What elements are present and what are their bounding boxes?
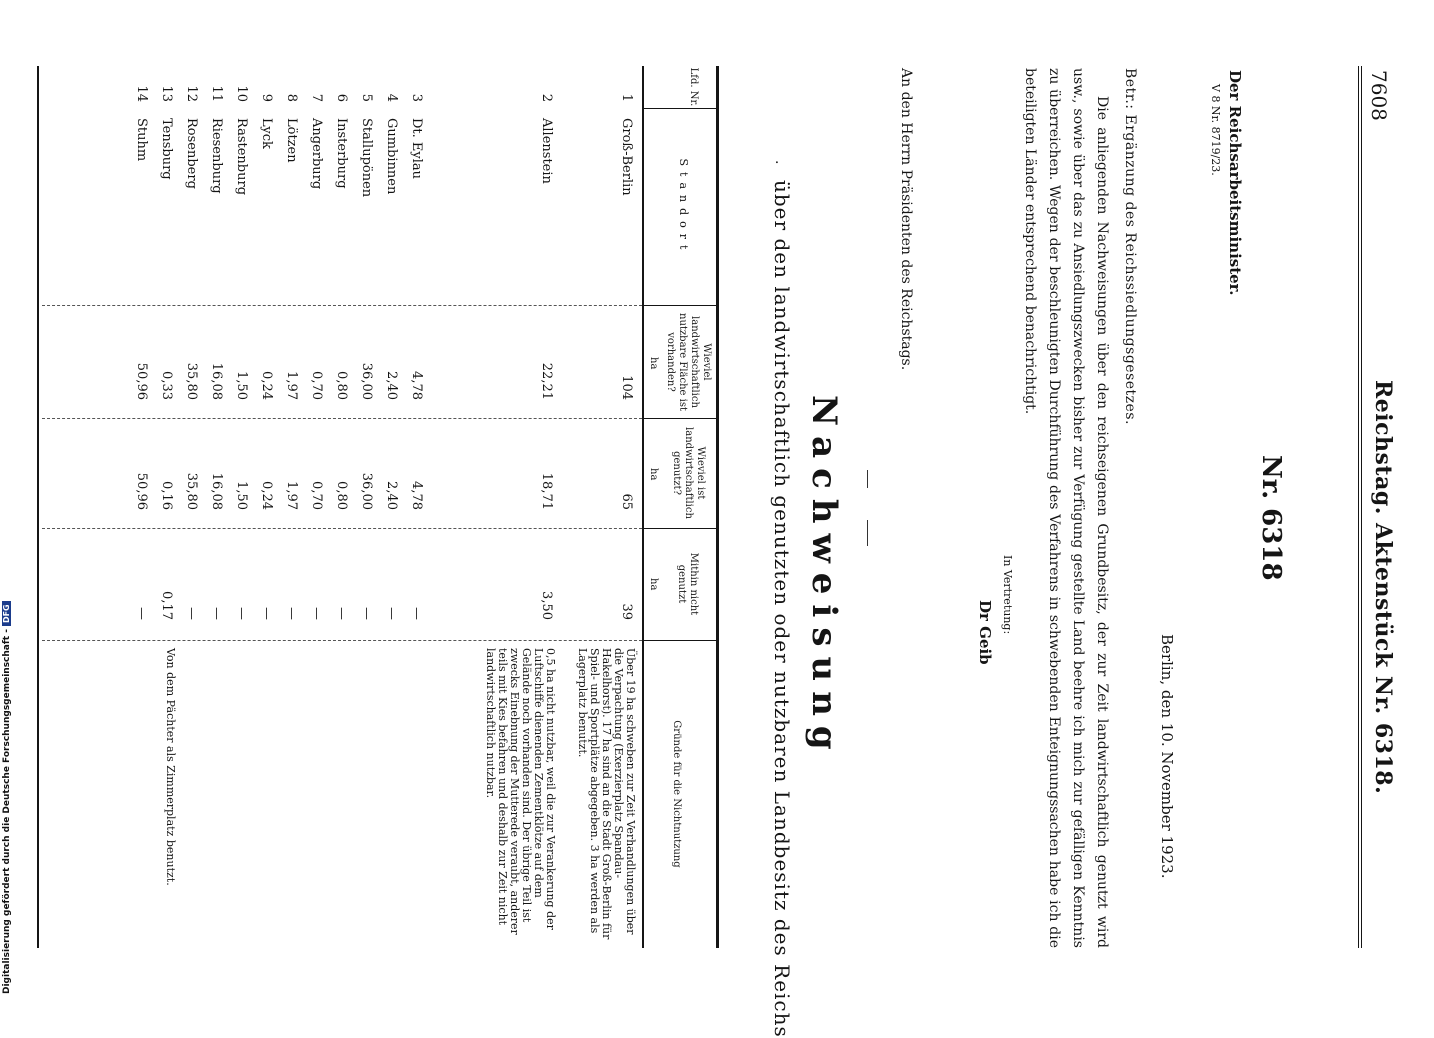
row-genutzt: 4,78 [409, 481, 424, 510]
row-number: 4 [384, 93, 399, 102]
row-genutzt: 1,97 [284, 481, 299, 510]
row-number: 10 [234, 85, 249, 102]
page-header-title: Reichstag. Aktenstück Nr. 6318. [1370, 380, 1396, 795]
row-vorhanden: 16,08 [209, 362, 224, 400]
row-standort: Stuhm [134, 118, 149, 162]
row-standort: Gumbinnen [384, 118, 399, 195]
row-nicht-genutzt: — [409, 607, 424, 620]
sender-reference: V 8 Nr. 8719/23. [1209, 84, 1222, 176]
row-standort: Lötzen [284, 118, 299, 163]
column-divider [42, 528, 642, 529]
column-divider [644, 305, 719, 306]
table-bottom-rule [37, 66, 39, 948]
table-top-rule [716, 66, 719, 948]
row-standort: Groß-Berlin [619, 118, 634, 196]
row-vorhanden: 36,00 [359, 362, 374, 400]
table-header-rule [642, 66, 644, 948]
row-vorhanden: 0,24 [259, 371, 274, 400]
row-vorhanden: 1,50 [234, 371, 249, 400]
row-number: 2 [539, 93, 554, 102]
sender-name: Der Reichsarbeitsminister. [1226, 70, 1244, 296]
column-divider [42, 305, 642, 306]
digitization-note-text: Digitalisierung gefördert durch die Deutsche Forschungsgemeinschaft - [2, 629, 12, 994]
row-vorhanden: 50,96 [134, 362, 149, 400]
row-vorhanden: 4,78 [409, 371, 424, 400]
column-divider [644, 108, 719, 109]
row-standort: Dt. Eylau [409, 118, 424, 180]
nachweisung-dot: · [768, 160, 784, 165]
row-number: 9 [259, 93, 274, 102]
row-reason: Von dem Pächter als Zimmerplatz benutzt. [164, 648, 177, 886]
row-nicht-genutzt: — [384, 607, 399, 620]
row-standort: Stallupönen [359, 118, 374, 198]
row-nicht-genutzt: — [334, 607, 349, 620]
row-reason: Über 19 ha schweben zur Zeit Verhandlungen über die Verpachtung (Exerzierplatz Spandau-Hakelhorst). 17 ha sind an die Stadt Groß-Berlin für Spiel- und Sportplätze abgegeben. 3 ha werden als Lagerplatz benutzt. [576, 648, 637, 940]
signature-prefix: In Vertretung: [1001, 555, 1014, 635]
row-genutzt: 18,71 [539, 472, 554, 510]
subject-line: Betr.: Ergänzung des Reichssiedlungsgesetzes. [1122, 68, 1138, 425]
letter-body: Die anliegenden Nachweisungen über den reichseigenen Grundbesitz, der zur Zeit landwirtschaftlich genutzt wird usw., sowie über das zu Ansiedlungszwecken bisher zur Verfügung gestellte Land beehre ich mich zur gefälligen Kenntnis zu überreichen. Wegen der beschleunigten Durchführung des Verfahrens in schwebenden Enteignungssachen habe ich die beteiligten Länder entsprechend benachrichtigt. [1022, 68, 1110, 948]
separator-line [867, 520, 868, 546]
row-number: 8 [284, 93, 299, 102]
row-standort: Lyck [259, 118, 274, 149]
row-nicht-genutzt: 39 [619, 603, 634, 620]
row-genutzt: 1,50 [234, 481, 249, 510]
column-divider [644, 528, 719, 529]
row-vorhanden: 0,33 [159, 371, 174, 400]
row-number: 6 [334, 93, 349, 102]
nachweisung-title: Nachweisung [804, 395, 844, 760]
row-standort: Rastenburg [234, 118, 249, 196]
header-genutzt: Wieviel ist landwirtschaftlich genutzt? [671, 427, 706, 519]
unit-label: ha [648, 357, 659, 370]
page-number: 7608 [1367, 70, 1391, 121]
row-number: 5 [359, 93, 374, 102]
row-standort: Allenstein [539, 118, 554, 184]
row-genutzt: 36,00 [359, 472, 374, 510]
header-vorhanden: Wieviel landwirtschaftlich nutzbare Fläche ist vorhanden? [665, 313, 712, 411]
row-vorhanden: 1,97 [284, 371, 299, 400]
row-vorhanden: 0,80 [334, 371, 349, 400]
dfg-logo: DFG [2, 601, 11, 626]
header-nicht-genutzt: Mithin nicht genutzt [676, 552, 699, 616]
row-vorhanden: 104 [619, 375, 634, 400]
row-nicht-genutzt: — [309, 607, 324, 620]
row-standort: Tensburg [159, 118, 174, 180]
row-number: 7 [309, 93, 324, 102]
row-vorhanden: 22,21 [539, 362, 554, 400]
header-rule [1358, 66, 1362, 948]
addressee: An den Herrn Präsidenten des Reichstags. [898, 68, 914, 371]
row-nicht-genutzt: 0,17 [159, 591, 174, 620]
row-number: 12 [184, 85, 199, 102]
column-divider [42, 640, 642, 641]
digitization-note [2, 601, 12, 994]
row-vorhanden: 0,70 [309, 371, 324, 400]
row-number: 11 [209, 85, 224, 102]
row-nicht-genutzt: — [209, 607, 224, 620]
row-genutzt: 0,70 [309, 481, 324, 510]
row-nicht-genutzt: — [259, 607, 274, 620]
row-genutzt: 2,40 [384, 481, 399, 510]
row-nicht-genutzt: — [234, 607, 249, 620]
row-nicht-genutzt: — [184, 607, 199, 620]
unit-label: ha [648, 468, 659, 481]
row-vorhanden: 2,40 [384, 371, 399, 400]
row-number: 14 [134, 85, 149, 102]
row-genutzt: 0,24 [259, 481, 274, 510]
row-nicht-genutzt: — [359, 607, 374, 620]
column-divider [644, 418, 719, 419]
column-divider [42, 418, 642, 419]
header-lfd-nr: Lfd. Nr. [688, 67, 699, 107]
row-nicht-genutzt: 3,50 [539, 591, 554, 620]
row-standort: Riesenburg [209, 118, 224, 194]
row-nicht-genutzt: — [134, 607, 149, 620]
unit-label: ha [648, 578, 659, 591]
row-genutzt: 0,80 [334, 481, 349, 510]
row-standort: Rosenberg [184, 118, 199, 189]
nachweisung-subtitle: über den landwirtschaftlich genutzten oder nutzbaren Landbesitz des Reichs [770, 180, 794, 1038]
column-divider [644, 640, 719, 641]
row-genutzt: 35,80 [184, 472, 199, 510]
row-standort: Insterburg [334, 118, 349, 189]
row-genutzt: 16,08 [209, 472, 224, 510]
row-genutzt: 0,16 [159, 481, 174, 510]
signature-name: Dr Geib [976, 600, 994, 665]
row-nicht-genutzt: — [284, 607, 299, 620]
row-number: 13 [159, 85, 174, 102]
row-standort: Angerburg [309, 118, 324, 190]
date-line: Berlin, den 10. November 1923. [1158, 634, 1176, 879]
separator-line [867, 470, 868, 488]
row-number: 1 [619, 93, 634, 102]
document-number: Nr. 6318 [1256, 455, 1286, 581]
header-gruende: Gründe für die Nichtnutzung [671, 720, 682, 868]
row-genutzt: 50,96 [134, 472, 149, 510]
row-number: 3 [409, 93, 424, 102]
row-genutzt: 65 [619, 493, 634, 510]
row-vorhanden: 35,80 [184, 362, 199, 400]
row-reason: 0,5 ha nicht nutzbar, weil die zur Verankerung der Luftschiffe dienenden Zementklötze auf dem Gelände noch vorhanden sind. Der übrige Teil ist zwecks Einebnung der Mutterede veraubt, anderer teils mit Kies befahren und deshalb zur Zeit nicht landwirtschaftlich nutzbar. [484, 648, 557, 935]
header-standort: Standort [677, 158, 690, 256]
